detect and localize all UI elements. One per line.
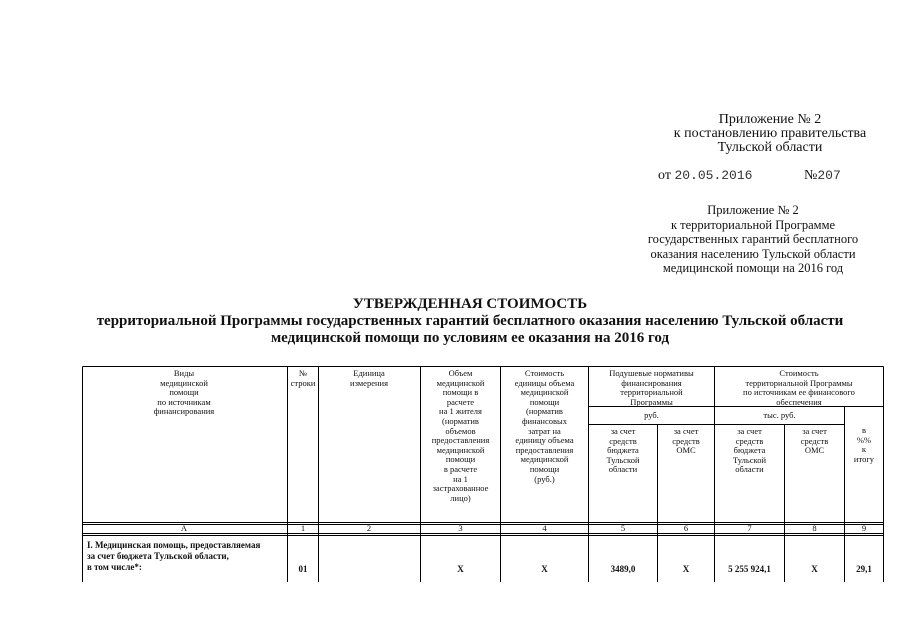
title-line-1: УТВЕРЖДЕННАЯ СТОИМОСТЬ bbox=[352, 296, 588, 312]
date-value: 20.05.2016 bbox=[674, 168, 753, 183]
row-1-cost-oms: X bbox=[811, 564, 818, 574]
group-cost-unit: тыс. руб. bbox=[763, 410, 796, 420]
group-per-capita-unit: руб. bbox=[644, 410, 659, 420]
col-6-header: за счет средств ОМС bbox=[672, 426, 700, 456]
title-line-3: медицинской помощи по условиям ее оказания на 2016 год bbox=[270, 330, 670, 346]
appendix-2-line-3: государственных гарантий бесплатного bbox=[647, 232, 859, 246]
appendix-2-line-1: Приложение № 2 bbox=[707, 203, 799, 217]
row-1-percent: 29,1 bbox=[856, 564, 872, 574]
row-1-unit-cost: X bbox=[541, 564, 548, 574]
row-1-line-number: 01 bbox=[298, 564, 308, 574]
group-per-capita-header: Подушевые нормативы финансирования территориальной Программы bbox=[609, 368, 694, 407]
appendix-block-1 bbox=[640, 113, 900, 155]
index-8: 8 bbox=[812, 523, 817, 533]
index-3: 3 bbox=[458, 523, 463, 533]
row-1-volume: X bbox=[457, 564, 464, 574]
col-8-header: за счет средств ОМС bbox=[800, 426, 829, 456]
document-title bbox=[60, 296, 880, 347]
col-a-header: Виды медицинской помощи по источникам финансирования bbox=[153, 368, 215, 417]
appendix-1-line-1: Приложение № 2 bbox=[718, 112, 822, 127]
row-1-name: I. Медицинская помощь, предоставляемая за счет бюджета Тульской области, в том числе*: bbox=[87, 540, 261, 572]
row-1-cost-budget: 5 255 924,1 bbox=[728, 564, 771, 574]
appendix-2-line-4: оказания населению Тульской области bbox=[650, 246, 856, 261]
col-5-header: за счет средств бюджета Тульской области bbox=[606, 426, 640, 475]
resolution-number bbox=[804, 168, 841, 184]
col-3-header: Объем медицинской помощи в расчете на 1 жителя (норматив объемов предоставления медицинской помощи в расчете на 1 застрахованное лицо) bbox=[431, 368, 490, 503]
appendix-block-2 bbox=[622, 203, 884, 276]
group-cost-header: Стоимость территориальной Программы по источникам ее финансового обеспечения bbox=[743, 368, 855, 407]
index-4: 4 bbox=[542, 523, 547, 533]
index-9: 9 bbox=[861, 523, 867, 533]
col-7-header: за счет средств бюджета Тульской области bbox=[732, 426, 767, 475]
number-prefix: № bbox=[804, 168, 818, 183]
col-9-header: в %% к итогу bbox=[853, 425, 875, 464]
appendix-1-line-3: Тульской области bbox=[717, 140, 823, 155]
index-1: 1 bbox=[300, 523, 306, 533]
title-line-2: территориальной Программы государственных гарантий бесплатного оказания населению Тульской области bbox=[96, 313, 844, 329]
index-2: 2 bbox=[366, 523, 372, 533]
index-7: 7 bbox=[747, 523, 752, 533]
col-4-header: Стоимость единицы объема медицинской помощи (норматив финансовых затрат на единицу объема предоставления медицинской помощи (руб.) bbox=[514, 368, 575, 484]
appendix-1-line-2: к постановлению правительства bbox=[673, 126, 867, 141]
number-value: 207 bbox=[817, 168, 841, 183]
date-prefix: от bbox=[658, 168, 671, 183]
col-2-header: Единица измерения bbox=[350, 368, 388, 388]
col-1-header: № строки bbox=[290, 368, 316, 388]
appendix-2-line-5: медицинской помощи на 2016 год bbox=[662, 261, 844, 275]
index-6: 6 bbox=[683, 523, 689, 533]
resolution-date bbox=[658, 168, 752, 184]
index-5: 5 bbox=[620, 523, 626, 533]
appendix-2-line-2: к территориальной Программе bbox=[670, 217, 836, 232]
row-1-per-capita-oms: X bbox=[682, 564, 690, 574]
row-1-per-capita-budget: 3489,0 bbox=[610, 564, 636, 574]
index-a: А bbox=[180, 523, 188, 533]
